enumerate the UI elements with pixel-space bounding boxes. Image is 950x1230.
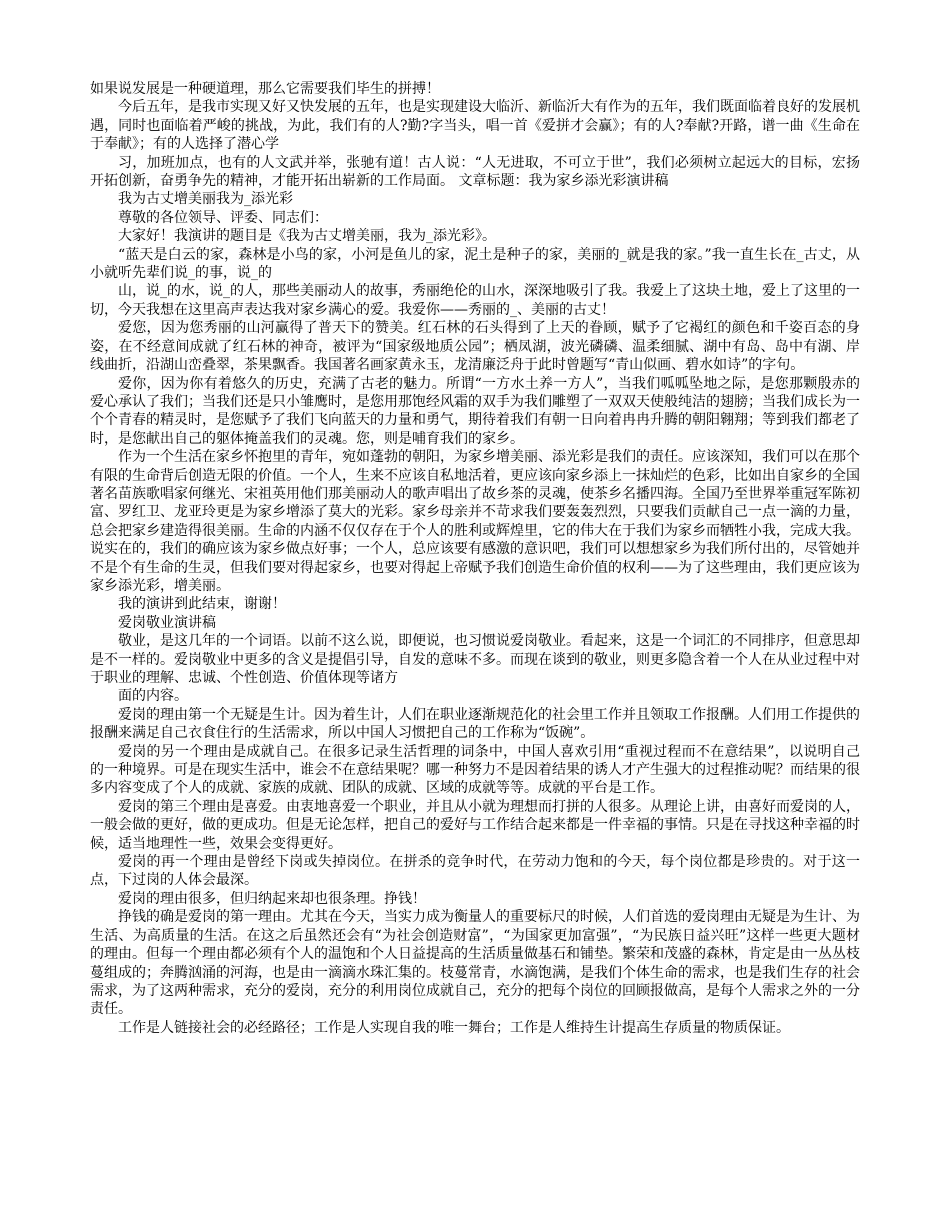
paragraph: 尊敬的各位领导、评委、同志们： <box>118 209 328 226</box>
document-body <box>90 80 860 1037</box>
paragraph: 爱岗的再一个理由是曾经下岗或失掉岗位。在拼杀的竞争时代，在劳动力饱和的今天，每个岗位都是珍贵的。对于这一点，下过岗的人体会最深。 <box>90 854 860 889</box>
paragraph: 今后五年，是我市实现又好又快发展的五年，也是实现建设大临沂、新临沂大有作为的五年，我们既面临着良好的发展机遇，同时也面临着严峻的挑战，为此，我们有的人?勤?字当头，唱一首《爱拼才会赢》；有的人?奉献?开路，谱一曲《生命在于奉献》；有的人选择了潜心学 <box>90 99 860 153</box>
paragraph: 爱您，因为您秀丽的山河赢得了普天下的赞美。红石林的石头得到了上天的眷顾，赋予了它褐红的颜色和千姿百态的身姿，在不经意间成就了红石林的神奇，被评为“国家级地质公园”；栖凤湖，波光磷磷、温柔细腻、湖中有岛、岛中有湖、岸线曲折，沿湖山峦叠翠，茶果飘香。我国著名画家黄永玉，龙清廉泛舟于此时曾题写“青山似画、碧水如诗”的字句。 <box>90 320 860 374</box>
paragraph: 我的演讲到此结束，谢谢！ <box>118 596 286 613</box>
paragraph: 工作是人链接社会的必经路径；工作是人实现自我的唯一舞台；工作是人维持生计提高生存质量的物质保证。 <box>118 1019 790 1036</box>
paragraph: 爱岗的理由很多，但归纳起来却也很条理。挣钱！ <box>118 890 426 907</box>
paragraph: 挣钱的确是爱岗的第一理由。尤其在今天，当实力成为衡量人的重要标尺的时候，人们首选的爱岗理由无疑是为生计、为生活、为高质量的生活。在这之后虽然还会有“为社会创造财富”，“为国家更加富强”，“为民族日益兴旺”这样一些更大题材的理由。但每一个理由都必须有个人的温饱和个人日益提高的生活质量做基石和铺垫。繁荣和茂盛的森林，肯定是由一丛丛枝蔓组成的；奔腾汹涌的河海，也是由一滴滴水珠汇集的。枝蔓常青，水滴饱满，是我们个体生命的需求，也是我们生存的社会需求，为了这两种需求，充分的爱岗，充分的利用岗位成就自己，充分的把每个岗位的回顾报做高，是每个人需求之外的一分责任。 <box>90 909 860 1018</box>
paragraph: 习，加班加点，也有的人文武并举，张驰有道！古人说：“人无进取，不可立于世”，我们必须树立起远大的目标，宏扬开拓创新，奋勇争先的精神，才能开拓出崭新的工作局面。 文章标题：我为家乡添光彩演讲稿 <box>90 154 860 190</box>
paragraph: 爱你，因为你有着悠久的历史，充满了古老的魅力。所谓“一方水土养一方人”，当我们呱呱坠地之际，是您那颗殷赤的爱心承认了我们；当我们还是只小雏鹰时，是您用那饱经风霜的双手为我们雕塑了一双双天使般纯洁的翅膀；当我们成长为一个个青春的精灵时，是您赋予了我们飞向蓝天的力量和勇气，期待着我们有朝一日向着冉冉升腾的朝阳翱翔；等到我们都老了时，是您献出自己的躯体掩盖我们的灵魂。您，则是哺育我们的家乡。 <box>90 375 860 447</box>
paragraph: 爱岗敬业演讲稿 <box>118 614 216 631</box>
paragraph: 大家好！我演讲的题目是《我为古丈增美丽，我为_添光彩》。 <box>118 228 496 245</box>
paragraph: 爱岗的第三个理由是喜爱。由衷地喜爱一个职业，并且从小就为理想而打拼的人很多。从理论上讲，由喜好而爱岗的人，一般会做的更好，做的更成功。但是无论怎样，把自己的爱好与工作结合起来都是一件幸福的事情。只是在寻找这种幸福的时候，适当地理性一些，效果会变得更好。 <box>90 798 860 852</box>
paragraph: 敬业，是这几年的一个词语。以前不这么说，即便说，也习惯说爱岗敬业。看起来，这是一个词汇的不同排序，但意思却是不一样的。爱岗敬业中更多的含义是提倡引导，自发的意味不多。而现在谈到的敬业，则更多隐含着一个人在从业过程中对于职业的理解、忠诚、个性创造、价值体现等诸方 <box>90 633 860 686</box>
paragraph: 山，说_的水，说_的人，那些美丽动人的故事，秀丽绝伦的山水，深深地吸引了我。我爱上了这块土地，爱上了这里的一切，今天我想在这里高声表达我对家乡满心的爱。我爱你——秀丽的_、美丽的古丈！ <box>90 283 860 318</box>
paragraph: 面的内容。 <box>118 688 188 705</box>
paragraph: “蓝天是白云的家，森林是小鸟的家，小河是鱼儿的家，泥土是种子的家，美丽的_就是我的家。”我一直生长在_古丈，从小就听先辈们说_的事，说_的 <box>90 246 860 282</box>
paragraph: 如果说发展是一种硬道理，那么它需要我们毕生的拼搏！ <box>90 81 440 97</box>
paragraph: 爱岗的理由第一个无疑是生计。因为着生计，人们在职业逐渐规范化的社会里工作并且领取工作报酬。人们用工作提供的报酬来满足自己衣食住行的生活需求，所以中国人习惯把自己的工作称为“饭碗”。 <box>90 706 860 742</box>
paragraph: 我为古丈增美丽我为_添光彩 <box>118 191 293 208</box>
paragraph: 作为一个生活在家乡怀抱里的青年，宛如蓬勃的朝阳，为家乡增美丽、添光彩是我们的责任。应该深知，我们可以在那个有限的生命背后创造无限的价值。一个人，生来不应该自私地活着，更应该向家乡添上一抹灿烂的色彩，比如出自家乡的全国著名苗族歌唱家何继光、宋祖英用他们那美丽动人的歌声唱出了故乡茶的灵魂，使茶乡名播四海。全国乃至世界举重冠军陈初富、罗红卫、龙亚玲更是为家乡增添了莫大的光彩。家乡母亲并不苛求我们要轰轰烈烈，只要我们贡献自己一点一滴的力量，总会把家乡建造得很美丽。生命的内涵不仅仅存在于个人的胜利或辉煌里，它的伟大在于我们为家乡而牺牲小我，完成大我。说实在的，我们的确应该为家乡做点好事；一个人，总应该要有感激的意识吧，我们可以想想家乡为我们所付出的，尽管她并不是个有生命的生灵，但我们要对得起家乡，也要对得起上帝赋予我们创造生命价值的权利——为了这些理由，我们更应该为家乡添光彩，增美丽。 <box>90 449 860 594</box>
paragraph: 爱岗的另一个理由是成就自己。在很多记录生活哲理的词条中，中国人喜欢引用“重视过程而不在意结果”，以说明自己的一种境界。可是在现实生活中，谁会不在意结果呢？哪一种努力不是因着结果的诱人才产生强大的过程推动呢？而结果的很多内容变成了个人的成就、家族的成就、团队的成就、区域的成就等等。成就的平台是工作。 <box>90 743 860 797</box>
